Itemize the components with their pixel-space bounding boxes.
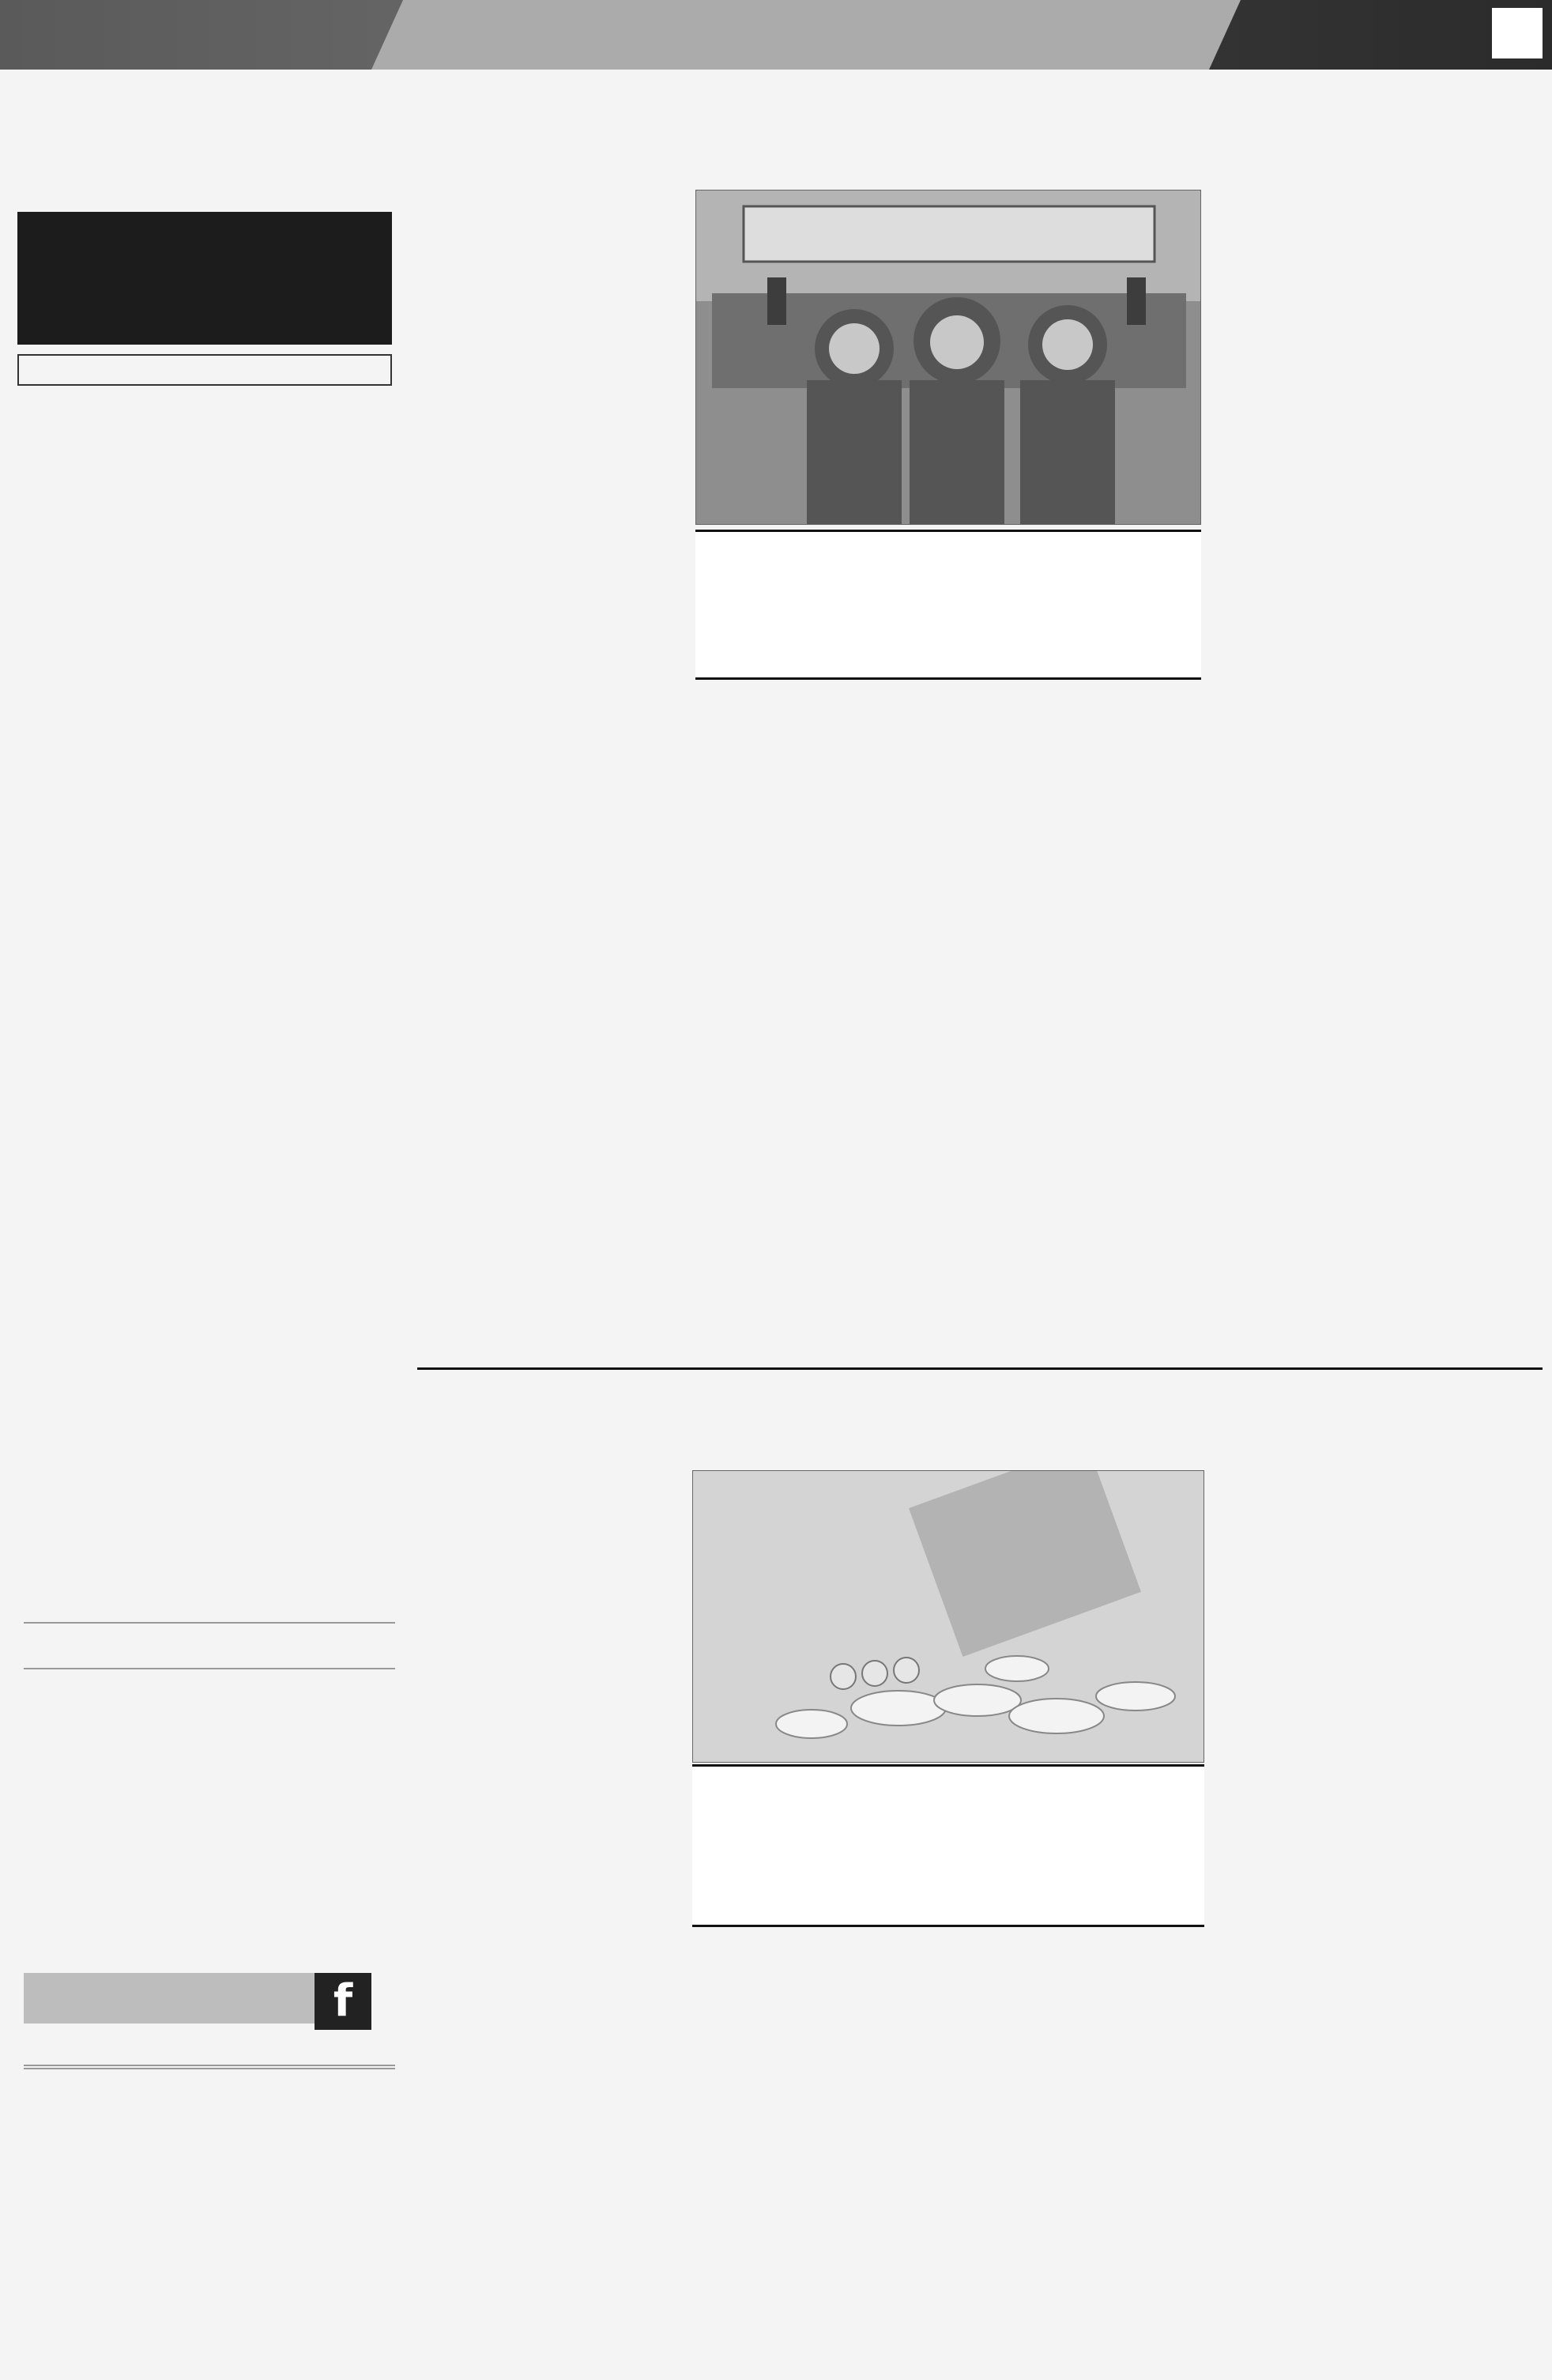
article2-col3 <box>955 1937 1204 2375</box>
nameplate <box>17 212 392 345</box>
pills-illustration <box>693 1471 1204 1763</box>
article2-col2 <box>692 1937 942 2375</box>
page-header-bar <box>0 0 1552 70</box>
article2-col1 <box>417 1507 683 2376</box>
article1-col3 <box>953 696 1198 1360</box>
article2-pull-quote <box>692 1764 1204 1927</box>
article1-col1 <box>417 223 686 1361</box>
article2-col4 <box>1215 1472 1543 2373</box>
article1-pull-quote <box>695 530 1201 680</box>
header-slant <box>371 0 1241 70</box>
masthead-quote <box>17 89 392 207</box>
section-divider <box>417 1367 1543 1370</box>
page-number <box>1492 8 1543 58</box>
facebook-icon: f <box>315 1973 371 2030</box>
article1-photo <box>695 190 1201 525</box>
dateline <box>17 354 392 386</box>
protest-illustration <box>696 190 1201 525</box>
article2-headline <box>417 1379 1543 1465</box>
column-rule <box>407 87 409 2371</box>
article1-col4 <box>1209 190 1541 1360</box>
other-wall-banner <box>24 1973 364 2024</box>
editorial-body <box>17 436 392 1962</box>
article1-col2 <box>695 696 940 1360</box>
article2-photo <box>692 1470 1204 1763</box>
article1-headline <box>417 79 1543 174</box>
